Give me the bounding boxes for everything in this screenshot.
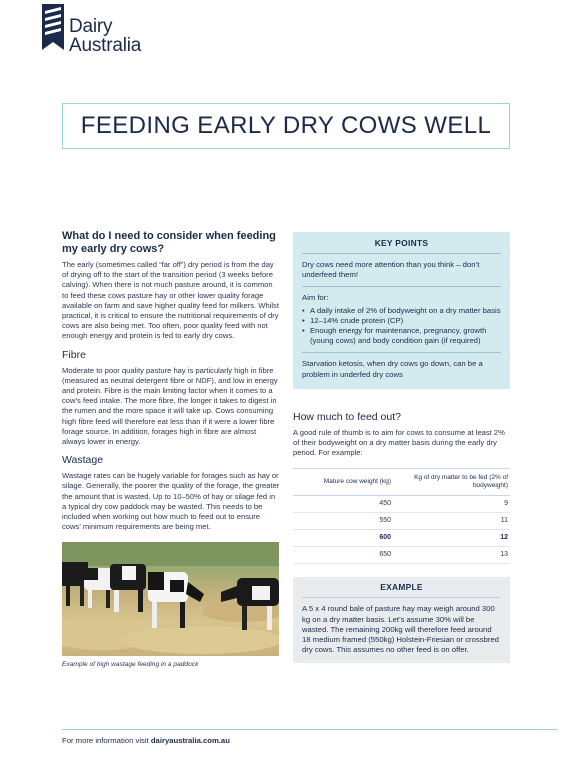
table-row: [293, 496, 510, 513]
example-title: EXAMPLE: [302, 582, 501, 598]
table-header-dm: Kg of dry matter to be fed (2% of bodyweight): [403, 469, 510, 496]
key-points-warning: Starvation ketosis, when dry cows go down, can be a problem in underfed dry cows: [302, 359, 483, 379]
key-points-aims-section: [302, 287, 501, 353]
table-cell-dm: 12: [403, 530, 510, 547]
example-box: [293, 577, 510, 663]
left-column: [62, 230, 280, 668]
photo-caption: Example of high wastage feeding in a paddock: [62, 661, 199, 669]
key-points-intro-section: [302, 254, 501, 287]
key-points-aim-label: Aim for:: [302, 293, 329, 303]
section-heading-considerations: What do I need to consider when feeding my early dry cows?: [62, 230, 276, 255]
key-points-aims-list: [302, 306, 501, 347]
right-column: [293, 232, 510, 663]
feed-table: [293, 468, 510, 564]
table-header-row: [293, 469, 510, 496]
page-title-box: [62, 103, 510, 149]
key-points-box: [293, 232, 510, 389]
example-body: A 5 x 4 round bale of pasture hay may weigh around 300 kg on a dry matter basis. Let’s assume 30% will be wasted. The remaining 200kg will therefore feed around 18 medium framed (550kg) Holstein-Friesian or crossbred dry cows. This assumes no other feed is on offer.: [302, 604, 499, 655]
section-body-fibre: Moderate to poor quality pasture hay is particularly high in fibre (measured as neutral detergent fibre or NDF), and low in energy and protein. Fibre is the main limiting factor when it comes to a cow’s feed intake. The more fibre, the longer it takes to digest in the rumen and the more space it will take up. Cows consuming high fibre feed will therefore eat less than if it were a lower fibre forage source. In addition, forages high in fibre are almost always lower in energy.: [62, 365, 278, 447]
table-row: [293, 530, 510, 547]
table-cell-dm: 9: [403, 496, 510, 513]
table-cell-weight: 650: [293, 547, 403, 564]
footer-text: For more information visit: [62, 736, 151, 745]
cows-feeding-photo: [62, 542, 279, 656]
dairy-australia-logo: [42, 4, 141, 55]
logo-line-1: Dairy: [69, 16, 113, 37]
section-body-wastage: Wastage rates can be hugely variable for forages such as hay or silage. Generally, the poorer the quality of the forage, the greater the amount that is wasted. Up to 10–50% of hay or silage fed in a typical dry cow paddock may be wasted. This needs to be included when working out how much to feed out to ensure cows’ minimum requirements are being met.: [62, 471, 280, 532]
section-heading-feed-out: How much to feed out?: [293, 410, 401, 423]
logo-wordmark: [69, 17, 141, 55]
list-item: • Enough energy for maintenance, pregnancy, growth (young cows) and body condition gain (if required): [302, 326, 501, 346]
footer: [62, 736, 230, 745]
page-title: FEEDING EARLY DRY COWS WELL: [80, 112, 492, 139]
footer-divider: [62, 729, 558, 730]
table-cell-dm: 11: [403, 513, 510, 530]
table-cell-dm: 13: [403, 547, 510, 564]
cows-illustration: [62, 542, 279, 656]
table-header-weight: Mature cow weight (kg): [293, 469, 403, 496]
key-points-warning-section: [302, 353, 501, 379]
feed-table-wrapper: [293, 468, 510, 564]
section-heading-wastage: Wastage: [62, 454, 104, 467]
section-body-considerations: The early (sometimes called “far off”) dry period is from the day of drying off to the start of the transition period (3 weeks before calving). When there is not much pasture around, it is common to feed these cows pasture hay or other lower quality forage available on farm and save higher quality feed for milkers. Whilst practical, it is critical to ensure the nutritional requirements of dry cows are also being met. Too often, poor quality feed with not enough energy and protein is fed to early dry cows.: [62, 260, 279, 341]
section-heading-fibre: Fibre: [62, 348, 86, 361]
table-row: [293, 547, 510, 564]
table-cell-weight: 450: [293, 496, 403, 513]
ribbon-logo-icon: [42, 4, 64, 50]
key-points-title: KEY POINTS: [302, 238, 501, 254]
key-points-intro: Dry cows need more attention than you think – don’t underfeed them!: [302, 260, 480, 280]
table-cell-weight: 550: [293, 513, 403, 530]
footer-link[interactable]: dairyaustralia.com.au: [150, 736, 230, 745]
table-cell-weight: 600: [293, 530, 403, 547]
table-row: [293, 513, 510, 530]
list-item: • A daily intake of 2% of bodyweight on a dry matter basis: [302, 306, 501, 316]
list-item: • 12–14% crude protein (CP): [302, 316, 501, 326]
section-body-feed-out: A good rule of thumb is to aim for cows to consume at least 2% of their bodyweight on a dry matter basis during the early dry period. For example:: [293, 427, 505, 458]
logo-line-2: Australia: [69, 35, 142, 56]
